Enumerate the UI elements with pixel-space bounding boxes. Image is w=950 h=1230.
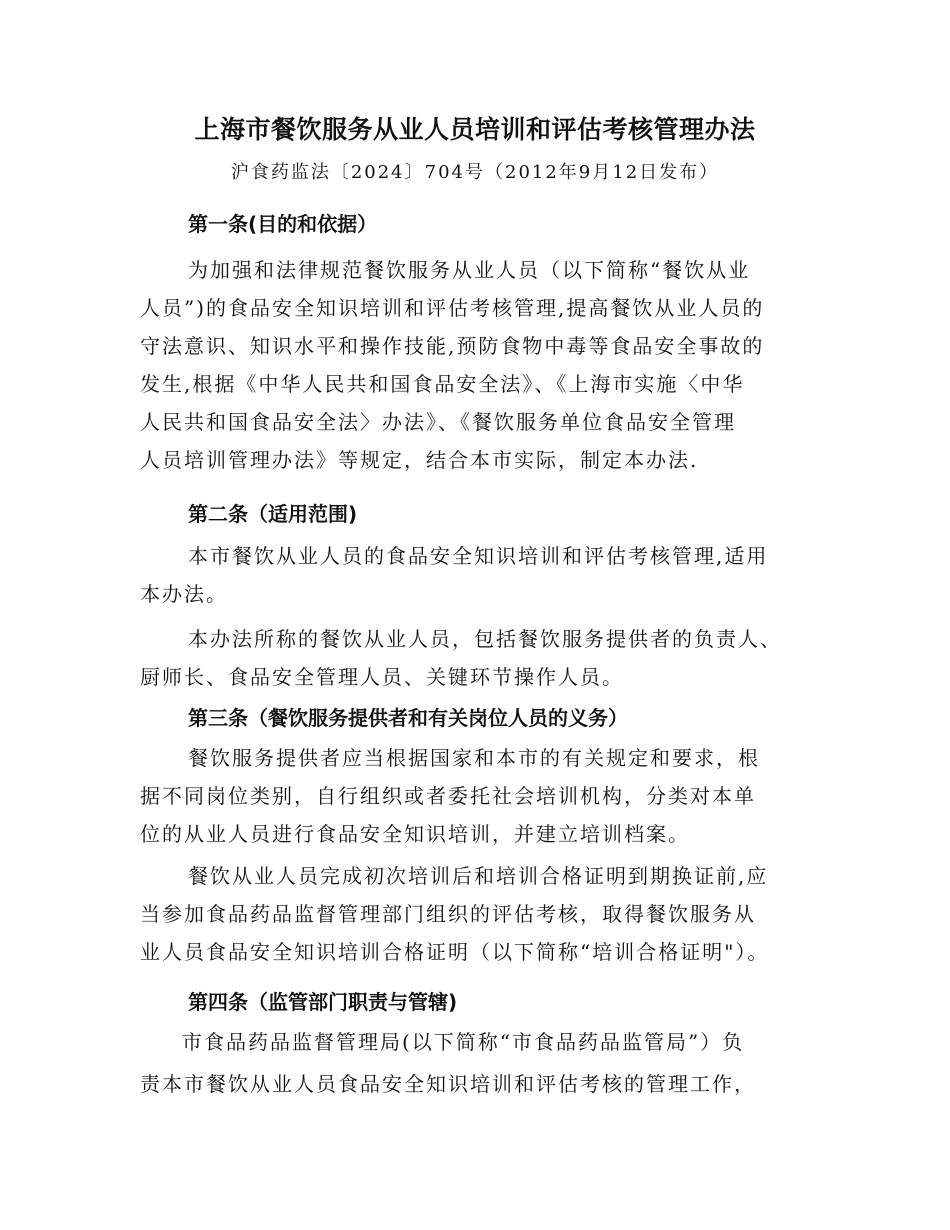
article-4-line: 责本市餐饮从业人员食品安全知识培训和评估考核的管理工作， xyxy=(140,1072,756,1096)
article-2-line: 本办法。 xyxy=(140,582,228,606)
article-1-line: 守法意识、知识水平和操作技能,预防食物中毒等食品安全事故的 xyxy=(140,334,765,358)
article-4-line: 市食品药品监督管理局(以下简称“市食品药品监管局”）负 xyxy=(182,1030,745,1054)
article-3-line: 业人员食品安全知识培训合格证明（以下简称“培训合格证明"）。 xyxy=(140,940,770,964)
document-title: 上海市餐饮服务从业人员培训和评估考核管理办法 xyxy=(194,115,756,144)
article-1-heading: 第一条(目的和依据） xyxy=(188,212,378,236)
article-2-line: 本办法所称的餐饮从业人员，包括餐饮服务提供者的负责人、 xyxy=(188,627,782,651)
article-2-line: 本市餐饮从业人员的食品安全知识培训和评估考核管理,适用 xyxy=(188,544,769,568)
article-1-line: 人员”)的食品安全知识培训和评估考核管理,提高餐饮从业人员的 xyxy=(140,296,765,320)
document-subtitle: 沪食药监法〔2024〕704号（2012年9月12日发布） xyxy=(230,162,720,183)
article-2-heading: 第二条（适用范围) xyxy=(188,502,358,526)
article-3-line: 当参加食品药品监督管理部门组织的评估考核，取得餐饮服务从 xyxy=(140,902,756,926)
article-4-heading: 第四条（监管部门职责与管辖) xyxy=(188,990,458,1014)
article-1-line: 为加强和法律规范餐饮服务从业人员（以下简称“餐饮从业 xyxy=(188,258,751,282)
article-3-line: 位的从业人员进行食品安全知识培训，并建立培训档案。 xyxy=(140,822,690,846)
article-1-line: 人员培训管理办法》等规定，结合本市实际，制定本办法. xyxy=(140,448,699,472)
article-1-line: 发生,根据《中华人民共和国食品安全法》、《上海市实施〈中华 xyxy=(140,372,745,396)
article-3-line: 餐饮服务提供者应当根据国家和本市的有关规定和要求，根 xyxy=(188,746,760,770)
article-3-line: 餐饮从业人员完成初次培训后和培训合格证明到期换证前,应 xyxy=(188,864,769,888)
article-2-line: 厨师长、食品安全管理人员、关键环节操作人员。 xyxy=(140,665,624,689)
article-3-line: 据不同岗位类别，自行组织或者委托社会培训机构，分类对本单 xyxy=(140,784,756,808)
article-1-line: 人民共和国食品安全法〉办法》、《餐饮服务单位食品安全管理 xyxy=(140,410,736,434)
article-3-heading: 第三条（餐饮服务提供者和有关岗位人员的义务） xyxy=(188,706,628,730)
